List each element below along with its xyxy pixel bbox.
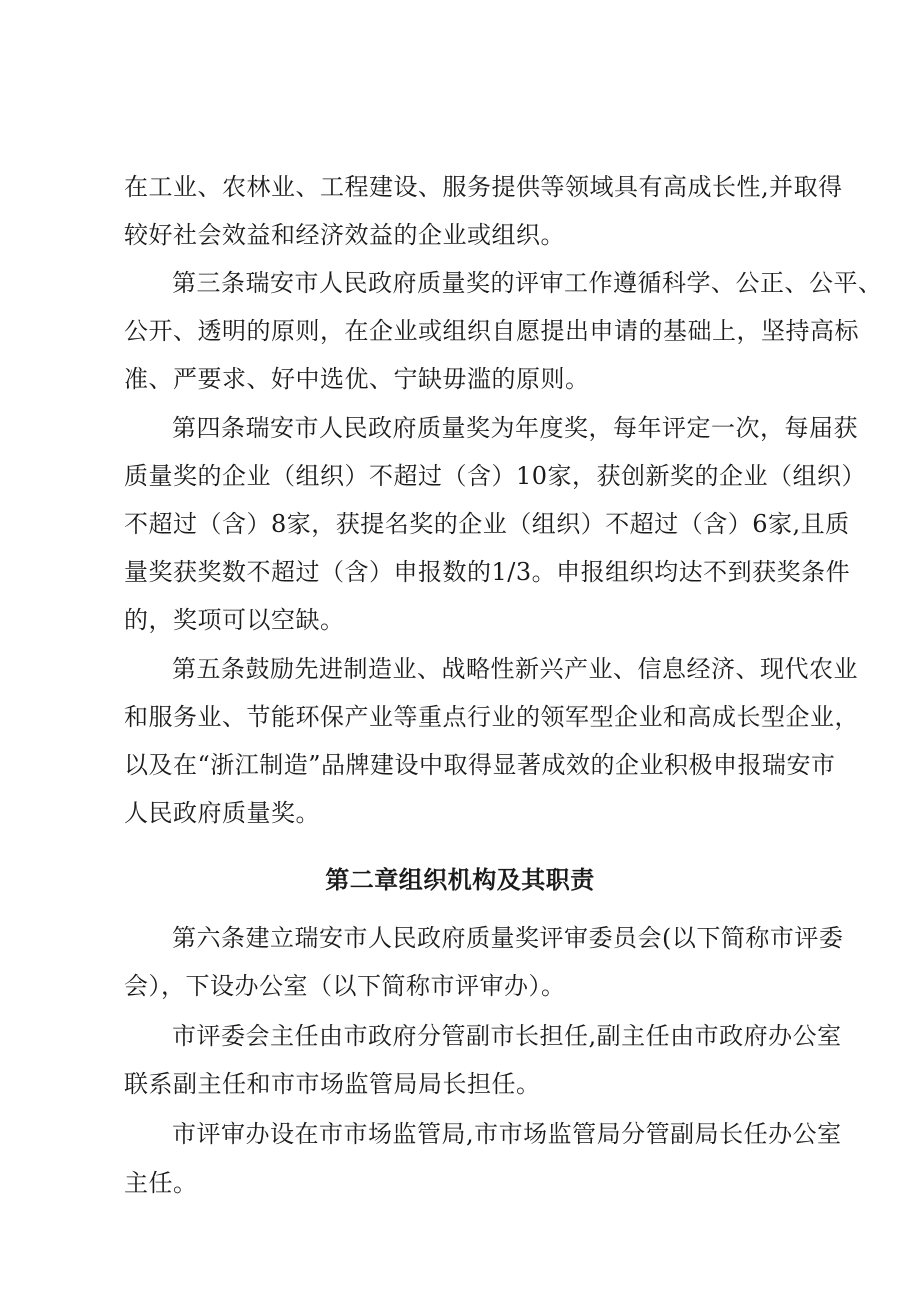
article-6-line-2: 会），下设办公室（以下简称市评审办）。 <box>124 972 566 1000</box>
chapter-heading: 第二章组织机构及其职责 <box>325 866 595 894</box>
paragraph-1-line-1: 在工业、农林业、工程建设、服务提供等领域具有高成长性,并取得 <box>124 173 843 201</box>
article-3-line-2: 公开、透明的原则，在企业或组织自愿提出申请的基础上，坚持高标 <box>124 317 859 345</box>
review-office-line-1: 市评审办设在市市场监管局,市市场监管局分管副局长任办公室 <box>172 1120 842 1148</box>
article-4-line-2: 质量奖的企业（组织）不超过（含）10家，获创新奖的企业（组织） <box>124 462 867 490</box>
article-6-line-1: 第六条建立瑞安市人民政府质量奖评审委员会(以下简称市评委 <box>172 924 844 952</box>
committee-director-line-1: 市评委会主任由市政府分管副市长担任,副主任由市政府办公室 <box>172 1022 842 1050</box>
article-3-line-3: 准、严要求、好中选优、宁缺毋滥的原则。 <box>124 365 590 393</box>
article-5-line-1: 第五条鼓励先进制造业、战略性新兴产业、信息经济、现代农业 <box>172 655 858 683</box>
article-4-line-5: 的，奖项可以空缺。 <box>124 606 345 634</box>
article-4-line-4: 量奖获奖数不超过（含）申报数的1/3。申报组织均达不到获奖条件 <box>124 558 851 586</box>
article-3-line-1: 第三条瑞安市人民政府质量奖的评审工作遵循科学、公正、公平、 <box>172 269 883 297</box>
paragraph-1-line-2: 较好社会效益和经济效益的企业或组织。 <box>124 221 565 249</box>
article-5-line-4: 人民政府质量奖。 <box>124 799 320 827</box>
article-5-line-3: 以及在“浙江制造”品牌建设中取得显著成效的企业积极申报瑞安市 <box>124 751 836 779</box>
review-office-line-2: 主任。 <box>124 1169 198 1197</box>
article-5-line-2: 和服务业、节能环保产业等重点行业的领军型企业和高成长型企业， <box>124 703 859 731</box>
article-4-line-1: 第四条瑞安市人民政府质量奖为年度奖，每年评定一次，每届获 <box>172 414 858 442</box>
article-4-line-3: 不超过（含）8家，获提名奖的企业（组织）不超过（含）6家,且质 <box>124 510 850 538</box>
committee-director-line-2: 联系副主任和市市场监管局局长担任。 <box>124 1070 541 1098</box>
